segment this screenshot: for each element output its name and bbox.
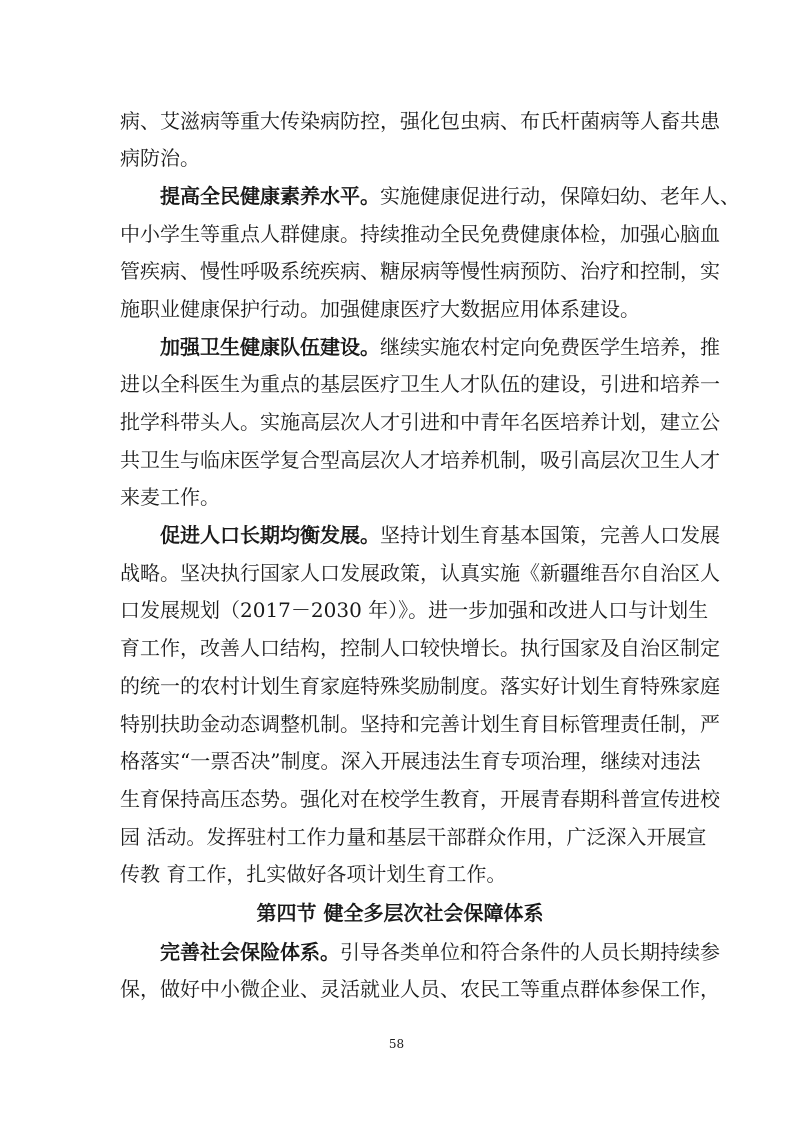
- paragraph-population-first-line: [160, 517, 720, 553]
- text-line: 的统一的农村计划生育家庭特殊奖励制度。落实好计划生育特殊家庭: [120, 674, 720, 698]
- paragraph-lead: 加强卫生健康队伍建设。: [160, 335, 380, 359]
- text-line: 园 活动。发挥驻村工作力量和基层干部群众作用，广泛深入开展宣: [120, 825, 707, 849]
- text-line: 病防治。: [120, 146, 200, 170]
- text-line: 战略。坚决执行国家人口发展政策，认真实施《新疆维吾尔自治区人: [120, 561, 720, 585]
- paragraph-lead: 完善社会保险体系。: [160, 940, 340, 964]
- text-run: 实施健康促进行动，保障妇幼、老年人、: [380, 184, 740, 208]
- text-line: 进以全科医生为重点的基层医疗卫生人才队伍的建设，引进和培养一: [120, 372, 720, 396]
- paragraph-lead: 促进人口长期均衡发展。: [160, 523, 380, 547]
- paragraph-social-insurance-first-line: [160, 934, 720, 970]
- text-line: 保，做好中小微企业、灵活就业人员、农民工等重点群体参保工作，: [120, 977, 720, 1001]
- text-line: 传教 育工作，扎实做好各项计划生育工作。: [120, 862, 507, 886]
- text-line: 特别扶助金动态调整机制。坚持和完善计划生育目标管理责任制，严: [120, 712, 720, 736]
- text-line: 共卫生与临床医学复合型高层次人才培养机制，吸引高层次卫生人才: [120, 448, 720, 472]
- page-number: 58: [388, 1037, 405, 1051]
- text-line: 来麦工作。: [120, 485, 220, 509]
- text-line: 格落实“一票否决”制度。深入开展违法生育专项治理，继续对违法: [120, 749, 701, 773]
- text-line: 生育保持高压态势。强化对在校学生教育，开展青春期科普宣传进校: [120, 787, 720, 811]
- text-line: 管疾病、慢性呼吸系统疾病、糖尿病等慢性病预防、治疗和控制，实: [120, 259, 720, 283]
- paragraph-lead: 提高全民健康素养水平。: [160, 184, 380, 208]
- text-run: 继续实施农村定向免费医学生培养，推: [380, 335, 720, 359]
- text-line: 批学科带头人。实施高层次人才引进和中青年名医培养计划，建立公: [120, 410, 720, 434]
- paragraph-health-workforce-first-line: [160, 329, 720, 365]
- section-heading: 第四节 健全多层次社会保障体系: [256, 901, 544, 925]
- text-line: 病、艾滋病等重大传染病防控，强化包虫病、布氏杆菌病等人畜共患: [120, 109, 720, 133]
- text-run: 坚持计划生育基本国策，完善人口发展: [380, 523, 720, 547]
- paragraph-health-literacy-first-line: [160, 178, 740, 214]
- text-line: 施职业健康保护行动。加强健康医疗大数据应用体系建设。: [120, 297, 640, 321]
- text-run: 引导各类单位和符合条件的人员长期持续参: [340, 940, 720, 964]
- text-line: 中小学生等重点人群健康。持续推动全民免费健康体检，加强心脑血: [120, 222, 720, 246]
- text-line: 育工作，改善人口结构，控制人口较快增长。执行国家及自治区制定: [120, 636, 720, 660]
- text-line: 口发展规划（2017－2030 年）》。进一步加强和改进人口与计划生: [120, 598, 709, 622]
